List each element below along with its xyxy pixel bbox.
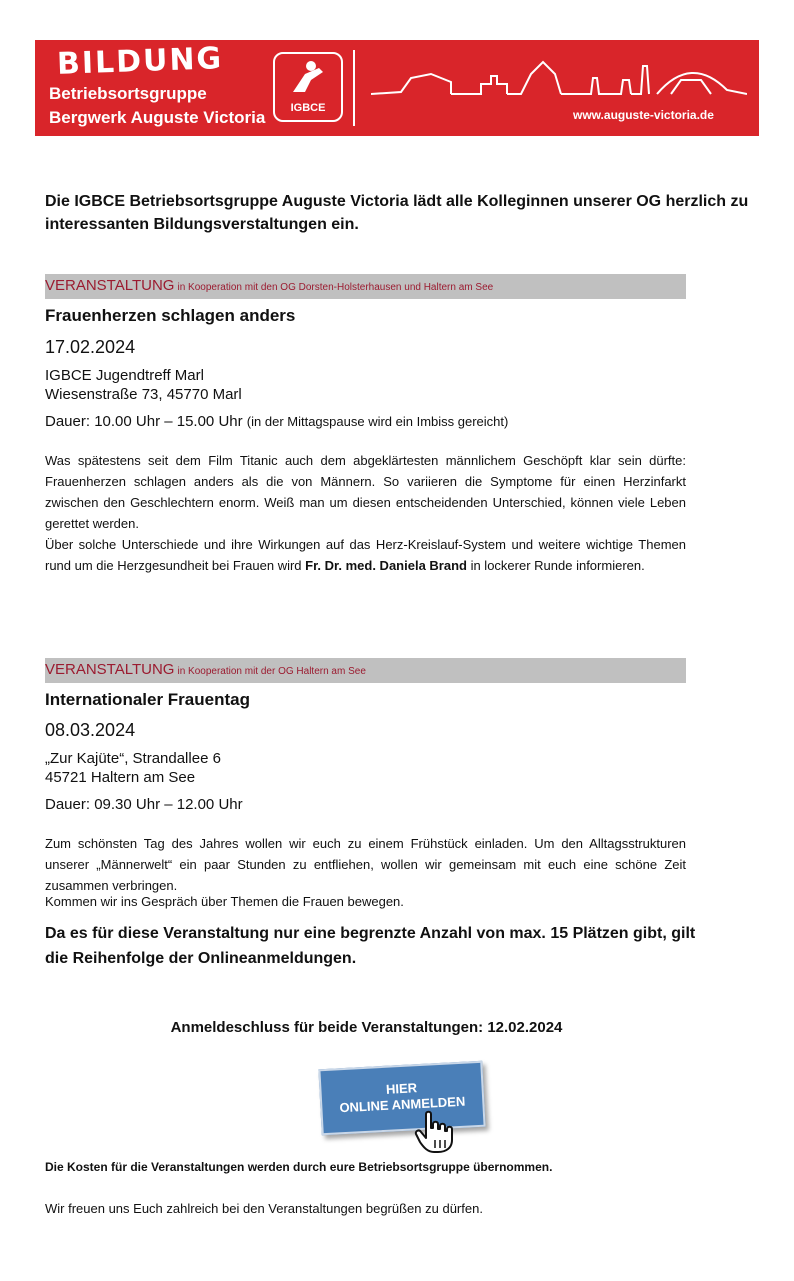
event2-location-line-2: 45721 Haltern am See bbox=[45, 769, 196, 786]
event1-location-line-2: Wiesenstraße 73, 45770 Marl bbox=[45, 386, 242, 403]
event1-duration-time: Dauer: 10.00 Uhr – 15.00 Uhr bbox=[45, 413, 243, 430]
event1-date: 17.02.2024 bbox=[45, 337, 136, 357]
event1-cooperation: in Kooperation mit den OG Dorsten-Holsterhausen und Haltern am See bbox=[177, 282, 494, 293]
event2-paragraph-2: Kommen wir ins Gespräch über Themen die Frauen bewegen. bbox=[45, 894, 404, 909]
limit-note: Da es für diese Veranstaltung nur eine begrenzte Anzahl von max. 15 Plätzen gibt, gilt die Reihenfolge der Onlineanmeldungen. bbox=[45, 925, 696, 967]
event1-location-line-1: IGBCE Jugendtreff Marl bbox=[45, 367, 204, 384]
logo-figure-icon bbox=[275, 54, 341, 100]
event2-date: 08.03.2024 bbox=[45, 720, 136, 740]
event2-duration: Dauer: 09.30 Uhr – 12.00 Uhr bbox=[45, 796, 243, 813]
signup-button-line-1: HIER bbox=[385, 1080, 418, 1097]
igbce-logo bbox=[273, 52, 343, 122]
event1-duration bbox=[45, 413, 508, 430]
banner-title: BILDUNG bbox=[56, 41, 224, 82]
banner-divider bbox=[353, 50, 355, 126]
event2-paragraph-1: Zum schönsten Tag des Jahres wollen wir euch zu einem Frühstück einladen. Um den Alltagsstrukturen unserer „Männerwelt“ ein paar Stunden zu entfliehen, wollen wir gemeinsam mit euch eine schöne Zeit zusammen verbringen. bbox=[45, 836, 686, 893]
speaker-name: Fr. Dr. med. Daniela Brand bbox=[305, 558, 467, 573]
event1-label-wrap bbox=[45, 277, 493, 294]
event2-location-line-1: „Zur Kajüte“, Strandallee 6 bbox=[45, 750, 221, 767]
event1-paragraph-2 bbox=[45, 534, 686, 576]
event2-title: Internationaler Frauentag bbox=[45, 690, 250, 709]
banner-line-1: Betriebsortsgruppe bbox=[49, 84, 207, 103]
event1-title: Frauenherzen schlagen anders bbox=[45, 306, 296, 325]
event1-location bbox=[45, 366, 242, 404]
pointer-hand-icon bbox=[414, 1110, 456, 1154]
event2-label: VERANSTALTUNG bbox=[45, 661, 175, 678]
online-signup-button[interactable] bbox=[318, 1061, 485, 1135]
event2-location bbox=[45, 749, 221, 787]
event1-paragraph-2-pre: Über solche Unterschiede und ihre Wirkungen auf das Herz-Kreislauf-System und weitere wichtige Themen rund um die Herzgesundheit bei Frauen wird bbox=[45, 537, 686, 573]
event2-label-wrap bbox=[45, 661, 366, 678]
event1-paragraph-2-post: in lockerer Runde informieren. bbox=[466, 558, 645, 573]
event1-duration-note: (in der Mittagspause wird ein Imbiss gereicht) bbox=[246, 414, 509, 429]
signup-button-line-2: ONLINE ANMELDEN bbox=[339, 1093, 466, 1116]
event1-header-bar bbox=[45, 274, 686, 299]
logo-text: IGBCE bbox=[290, 102, 326, 114]
event1-paragraph-1: Was spätestens seit dem Film Titanic auch dem abgeklärtesten männlichem Geschöpft klar sein dürfte: Frauenherzen schlagen anders als die von Männern. So variieren die Symptome für einen Herzinfarkt zwischen den Geschlechtern enorm. Weiß man um diesen entscheidenden Unterschied, können viele Leben gerettet werden. bbox=[45, 453, 686, 531]
welcome-text: Wir freuen uns Euch zahlreich bei den Veranstaltungen begrüßen zu dürfen. bbox=[45, 1201, 483, 1216]
banner-url: www.auguste-victoria.de bbox=[573, 108, 714, 122]
header-banner bbox=[35, 40, 759, 136]
banner-line-2: Bergwerk Auguste Victoria bbox=[49, 108, 266, 127]
costs-note: Die Kosten für die Veranstaltungen werden durch eure Betriebsortsgruppe übernommen. bbox=[45, 1160, 553, 1174]
skyline-icon bbox=[371, 54, 747, 110]
event2-header-bar bbox=[45, 658, 686, 683]
registration-deadline: Anmeldeschluss für beide Veranstaltungen: 12.02.2024 bbox=[170, 1019, 563, 1036]
event1-label: VERANSTALTUNG bbox=[45, 277, 175, 294]
intro-text: Die IGBCE Betriebsortsgruppe Auguste Victoria lädt alle Kolleginnen unserer OG herzlich zu interessanten Bildungsverstaltungen ein. bbox=[45, 193, 749, 233]
event2-cooperation: in Kooperation mit der OG Haltern am See bbox=[177, 666, 366, 677]
